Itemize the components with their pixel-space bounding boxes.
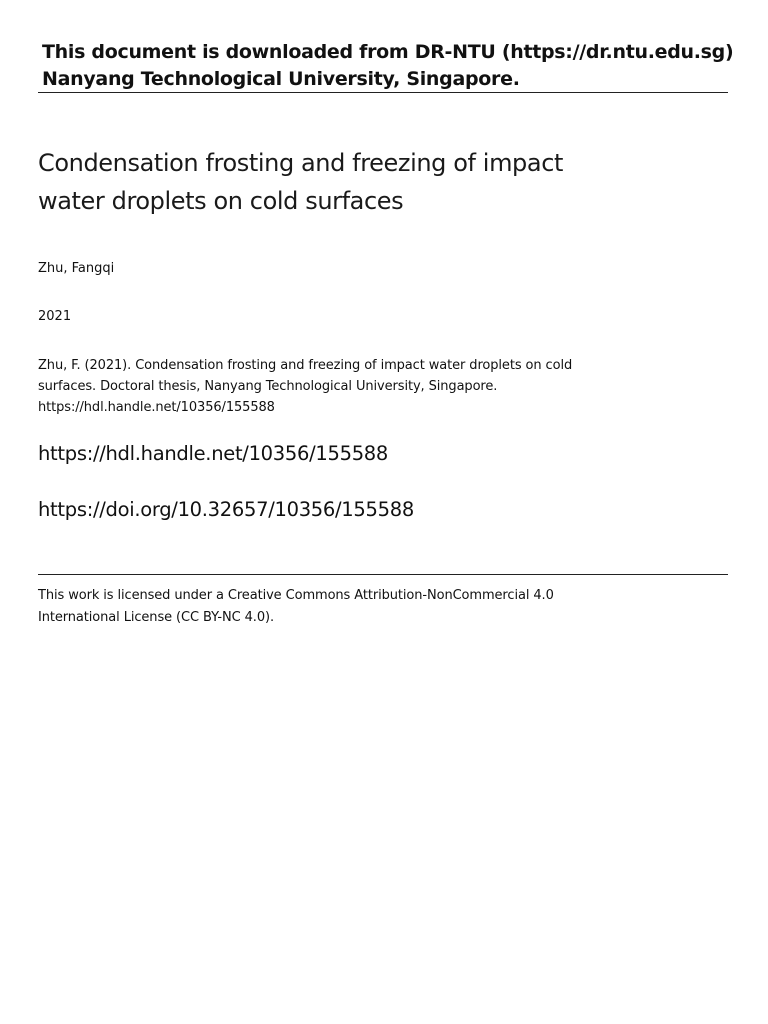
author-name: Zhu, Fangqi [38, 261, 115, 276]
header-university: Nanyang Technological University, Singapore. [42, 68, 520, 90]
repository-header [42, 39, 734, 93]
citation-block [38, 355, 638, 418]
citation-line-1: Zhu, F. (2021). Condensation frosting and freezing of impact water droplets on cold [38, 358, 573, 373]
citation-line-2: surfaces. Doctoral thesis, Nanyang Technological University, Singapore. [38, 379, 498, 394]
license-line-1: This work is licensed under a Creative Commons Attribution-NonCommercial 4.0 [38, 588, 554, 603]
header-download-notice: This document is downloaded from DR-NTU (https://dr.ntu.edu.sg) [42, 41, 734, 63]
doi-link[interactable] [38, 496, 414, 524]
publication-year: 2021 [38, 309, 72, 324]
license-line-2: International License (CC BY-NC 4.0). [38, 610, 275, 625]
handle-link[interactable] [38, 440, 388, 468]
license-divider [38, 574, 728, 575]
document-title [38, 144, 658, 220]
doi-link-text[interactable]: https://doi.org/10.32657/10356/155588 [38, 498, 414, 521]
handle-link-text[interactable]: https://hdl.handle.net/10356/155588 [38, 442, 389, 465]
citation-line-3: https://hdl.handle.net/10356/155588 [38, 400, 275, 415]
title-line-1: Condensation frosting and freezing of impact [38, 149, 564, 177]
header-divider [38, 92, 728, 93]
license-notice [38, 585, 658, 629]
title-line-2: water droplets on cold surfaces [38, 187, 404, 215]
